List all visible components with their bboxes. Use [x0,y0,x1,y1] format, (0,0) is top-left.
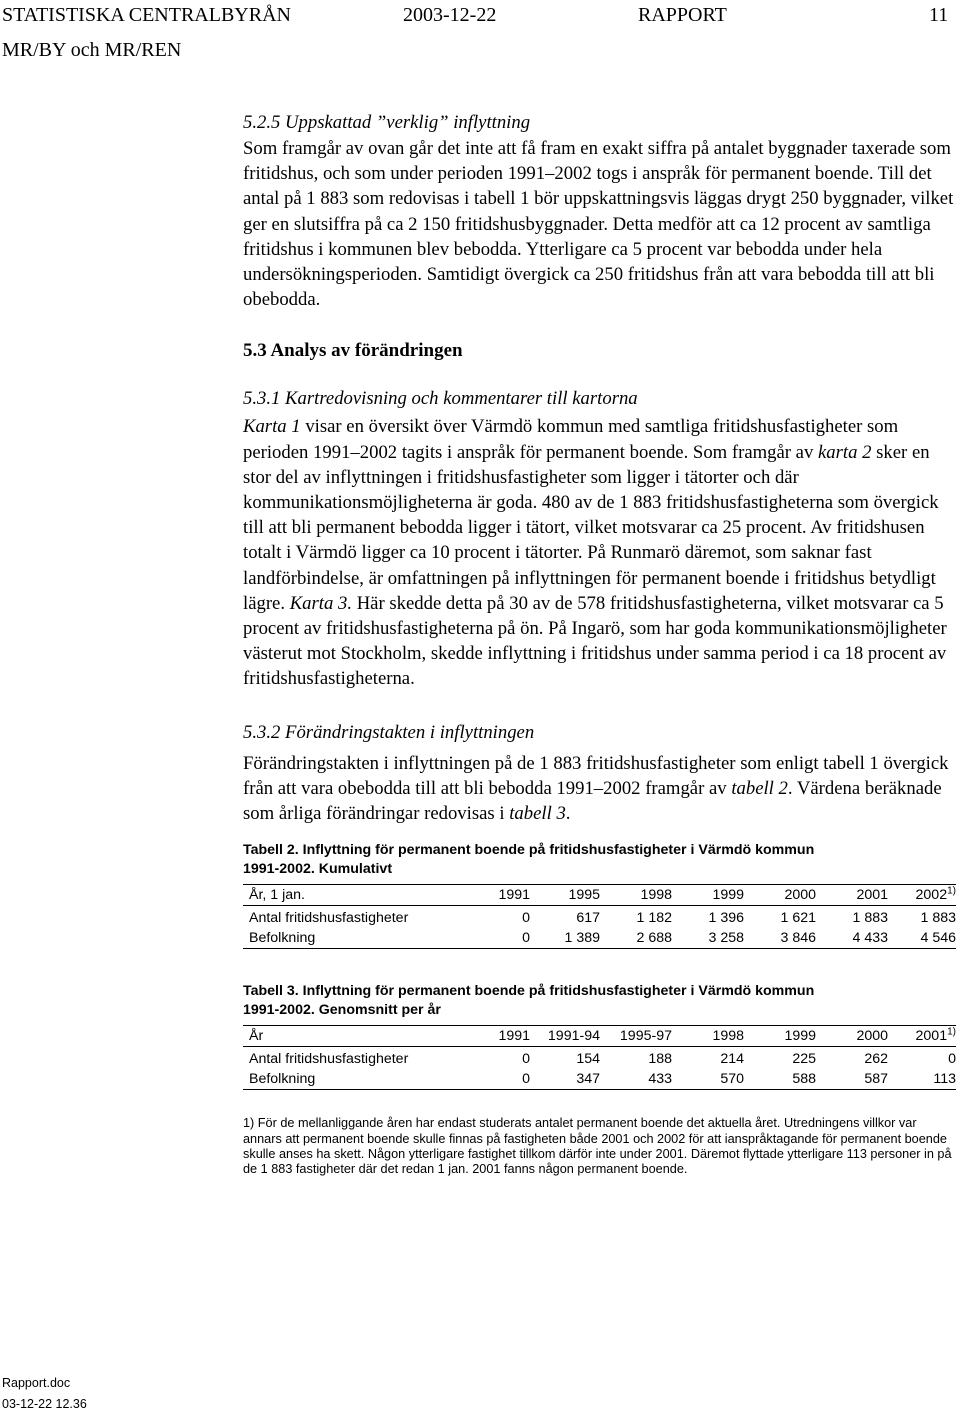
table2-caption-line1: Tabell 2. Inflyttning för permanent boende på fritidshusfastigheter i Värmdö kommun [243,842,815,859]
text-run: . Värdena beräknade som årliga förändringar redovisas i [243,777,942,825]
section-5-3-2-heading: 5.3.2 Förändringstakten i inflyttningen [243,721,535,743]
cell: 3 258 [672,928,744,949]
section-5-2-5-text: Som framgår av ovan går det inte att få fram en exakt siffra på antalet byggnader taxerade som fritidshus, och som under perioden 1991–2002 togs i anspråk för permanent boende. Till det antal på 1 883 som redovisas i tabell 1 bör uppskattningsvis läggas drygt 250 byggnader, vilket ger en slutsiffra på ca 2 150 fritidshusbyggnader. Detta medför att ca 12 procent av samtliga fritidshus i kommunen blev bebodda. Ytterligare ca 5 procent var bebodda under hela undersökningsperioden. Samtidigt övergick ca 250 fritidshus från att vara bebodda till att bli obebodda. [243,138,954,311]
table2-year: 2001 [816,885,888,906]
section-5-3-1-heading: 5.3.1 Kartredovisning och kommentarer till kartorna [243,388,638,410]
cell: 0 [522,1051,530,1068]
row-label: Antal fritidshusfastigheter [249,1051,409,1068]
cell: 587 [816,1069,888,1090]
table3-caption [243,982,958,1020]
header-type: RAPPORT [638,4,727,26]
map2-ref: karta 2 [818,441,872,463]
table3-year: 1991 [473,1026,530,1047]
table2-year-footnoted [888,885,956,906]
map3-ref: Karta 3. [289,592,353,614]
table-row [243,1069,956,1090]
cell: 262 [864,1051,888,1068]
cell: 113 [888,1069,956,1090]
cell: 347 [530,1069,600,1090]
map1-ref: Karta 1 [243,416,301,438]
row-label: Befolkning [243,928,473,949]
cell: 214 [720,1051,744,1068]
footnote-marker: 1) [947,885,956,897]
cell: 0 [473,1069,530,1090]
cell: 617 [576,910,600,927]
cell: 188 [648,1051,672,1068]
table2-caption-line2: 1991-2002. Kumulativt [243,861,393,878]
table2-year: 1998 [600,885,672,906]
cell: 3 846 [744,928,816,949]
table3-year: 1991-94 [530,1026,600,1047]
cell: 588 [744,1069,816,1090]
text-run: visar en översikt över Värmdö kommun med samtliga fritidshusfastigheter som perioden 1991–2002 tagits i anspråk för permanent boende. Som framgår av [243,416,899,463]
footer-timestamp: 03-12-22 12.36 [2,1397,87,1411]
table2-header-row [243,885,956,906]
footer-filename: Rapport.doc [2,1376,71,1390]
table3-year-footnoted [888,1026,956,1047]
table2-year: 1995 [530,885,600,906]
cell: 433 [600,1069,672,1090]
table2-year: 1999 [672,885,744,906]
header-page-number: 11 [929,4,949,26]
cell: 1 396 [708,910,744,927]
cell: 1 182 [636,910,672,927]
table3-header-label: År [243,1026,473,1047]
header-org: STATISTISKA CENTRALBYRÅN [2,4,291,26]
footnote-marker: 1) [947,1026,956,1038]
section-5-2-5-heading: 5.2.5 Uppskattad ”verklig” inflyttning [243,112,531,133]
cell: 2 688 [600,928,672,949]
table3-ref: tabell 3 [509,803,566,825]
cell: 570 [672,1069,744,1090]
cell: 0 [522,910,530,927]
cell: 4 546 [888,928,956,949]
table3-year: 2001 [915,1028,948,1045]
header-dept: MR/BY och MR/REN [2,39,182,61]
text-run: Här skedde detta på 30 av de 578 fritidshusfastigheterna, vilket motsvarar ca 5 procent av fritidshusfastigheterna på ön. På Ingarö, som har goda kommunikationsmöjligheter västerut mot Stockholm, skedde inflyttning i fritidshus under samma period i ca 18 procent av fritidshusfastigheterna. [243,592,947,690]
cell: 0 [473,928,530,949]
text-run: sker en stor del av inflyttningen i fritidshusfastigheter som ligger i tätorter och där kommunikationsmöjligheterna är goda. 480 av de 1 883 fritidshusfastigheterna som övergick till att bli permanent bebodda ligger i tätort, vilket motsvarar ca 25 procent. Av fritidshusen totalt i Värmdö ligger ca 10 procent i tätorter. På Runmarö däremot, som saknar fast landförbindelse, är omfattningen på inflyttningen för permanent boende i fritidshus betydligt lägre. [243,441,939,614]
table2 [243,884,956,949]
section-5-3-1-text [243,414,958,691]
table3 [243,1025,956,1090]
table-row [243,1047,956,1070]
cell: 1 883 [852,910,888,927]
table2-ref: tabell 2 [731,777,788,799]
section-5-3-heading: 5.3 Analys av förändringen [243,340,463,362]
table3-year: 2000 [816,1026,888,1047]
header-date: 2003-12-22 [403,4,497,26]
table2-year: 2002 [915,887,948,904]
section-5-3-2-text [243,751,958,827]
cell: 1 389 [530,928,600,949]
cell: 225 [792,1051,816,1068]
table3-year: 1995-97 [600,1026,672,1047]
table2-year: 2000 [744,885,816,906]
main-content [243,110,958,1178]
table-footnote: 1) För de mellanliggande åren har endast studerats antalet permanent boende det aktuella året. Utredningens villkor var annars att permanent boende skulle finnas på fastigheten både 2001 och 2002 för att ianspråktagande för permanent boende skulle anses ha skett. Någon ytterligare fastighet tillkom därför inte under 2001. Däremot flyttade ytterligare 113 personer in på de 1 883 fastigheter där det redan 1 jan. 2001 fanns någon permanent boende. [243,1116,952,1177]
cell: 154 [576,1051,600,1068]
table2-header-label: År, 1 jan. [243,885,473,906]
table-row [243,906,956,929]
table-row [243,928,956,949]
table3-year: 1998 [672,1026,744,1047]
row-label: Befolkning [243,1069,473,1090]
table2-caption [243,841,958,879]
table3-header-row [243,1026,956,1047]
row-label: Antal fritidshusfastigheter [249,910,409,927]
cell: 0 [948,1051,956,1068]
cell: 1 621 [780,910,816,927]
table3-caption-line2: 1991-2002. Genomsnitt per år [243,1002,441,1019]
table2-year: 1991 [473,885,530,906]
text-run: . [565,803,571,825]
table3-year: 1999 [744,1026,816,1047]
text-run: Förändringstakten i inflyttningen på de 1 883 fritidshusfastigheter som enligt tabell 1 övergick från att vara obebodda till att bli bebodda 1991–2002 framgår av [243,752,949,799]
cell: 4 433 [816,928,888,949]
cell: 1 883 [920,910,956,927]
table3-caption-line1: Tabell 3. Inflyttning för permanent boende på fritidshusfastigheter i Värmdö kommun [243,983,815,1000]
